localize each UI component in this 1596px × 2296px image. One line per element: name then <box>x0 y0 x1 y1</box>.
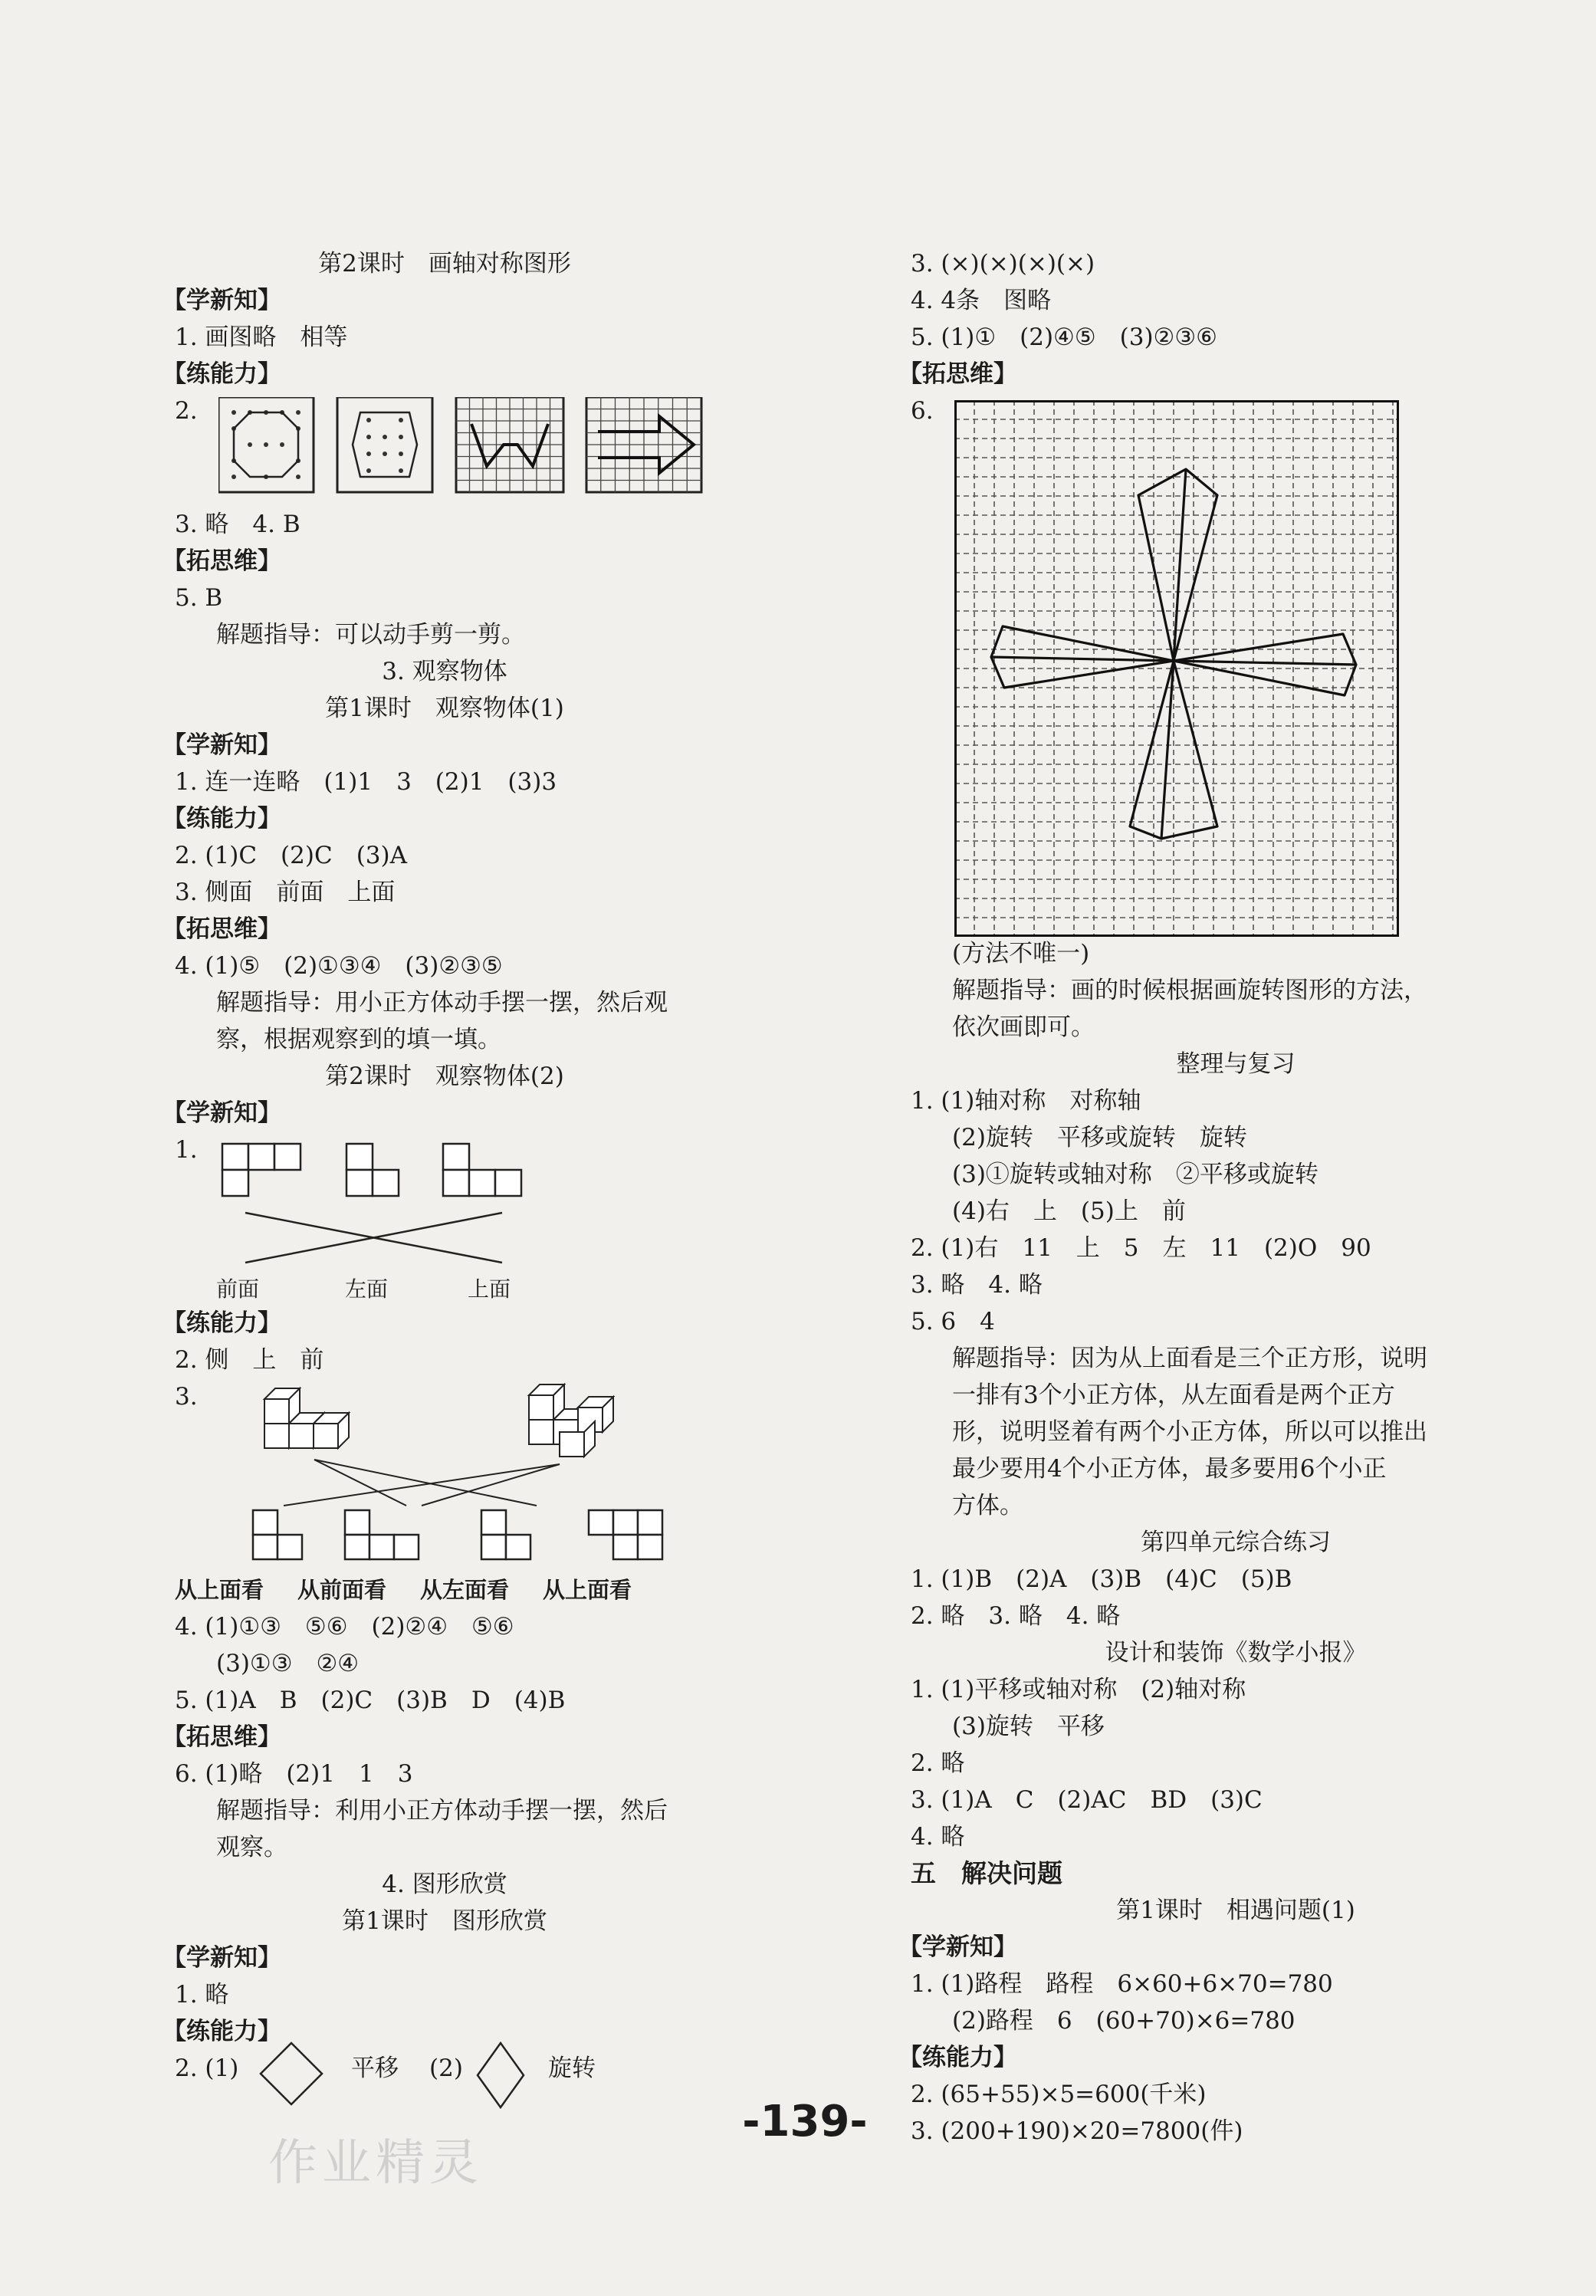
tag-liannengli: 【练能力】 <box>163 1309 281 1337</box>
tag-xuexinzhi: 【学新知】 <box>163 1099 281 1127</box>
tip-line-2: 察，根据观察到的填一填。 <box>216 1026 501 1053</box>
section-title: 第四单元综合练习 <box>1141 1529 1331 1556</box>
answer-2: 2. (1)C (2)C (3)A <box>175 842 407 869</box>
answer-1: 1. 连一连略 (1)1 3 (2)1 (3)3 <box>175 768 557 796</box>
tip-line-3: 形，说明竖着有两个小正方体，所以可以推出 <box>952 1418 1427 1446</box>
tip-line-1: 解题指导：画的时候根据画旋转图形的方法， <box>952 977 1427 1004</box>
tip-line-4: 最少要用4个小正方体，最多要用6个小正 <box>952 1455 1387 1483</box>
review-1-line-1: 1. (1)轴对称 对称轴 <box>911 1087 1141 1115</box>
label-front: 前面 <box>216 1276 260 1302</box>
tip-line-5: 方体。 <box>952 1492 1023 1519</box>
cube-views-figure <box>215 1374 690 1573</box>
answer-4-line-1: 4. (1)①③ ⑤⑥ (2)②④ ⑤⑥ <box>175 1613 514 1641</box>
review-1-line-4: (4)右 上 (5)上 前 <box>952 1197 1186 1225</box>
answer-5: 5. (1)① (2)④⑤ (3)②③⑥ <box>911 324 1217 351</box>
tag-xuexinzhi: 【学新知】 <box>163 731 281 759</box>
design-4: 4. 略 <box>911 1823 965 1851</box>
view-label-3: 从左面看 <box>420 1577 510 1603</box>
answer-5: 5. B <box>175 584 223 612</box>
design-1-line-1: 1. (1)平移或轴对称 (2)轴对称 <box>911 1676 1246 1703</box>
answer-1: 1. 略 <box>175 1981 229 2009</box>
tag-xuexinzhi: 【学新知】 <box>898 1933 1017 1961</box>
answer-2-part-2: (2) <box>429 2055 463 2082</box>
tag-liannengli: 【练能力】 <box>163 805 281 833</box>
tag-tuosiwei: 【拓思维】 <box>163 547 281 575</box>
page-number: -139- <box>742 2097 868 2147</box>
section-title: 第1课时 相遇问题(1) <box>1116 1897 1355 1924</box>
tag-tuosiwei: 【拓思维】 <box>163 1723 281 1751</box>
tag-tuosiwei: 【拓思维】 <box>163 915 281 943</box>
section-title: 设计和装饰《数学小报》 <box>1105 1639 1367 1667</box>
tag-liannengli: 【练能力】 <box>163 360 281 388</box>
answer-3: 3. (200+190)×20=7800(件) <box>911 2117 1243 2145</box>
review-2: 2. (1)右 11 上 5 左 11 (2)O 90 <box>911 1234 1371 1262</box>
view-label-4: 从上面看 <box>543 1577 632 1603</box>
answer-2-part-1: 2. (1) <box>175 2055 239 2082</box>
answer-2-translate: 平移 <box>351 2055 399 2082</box>
view-label-1: 从上面看 <box>175 1577 264 1603</box>
design-3: 3. (1)A C (2)AC BD (3)C <box>911 1786 1263 1814</box>
review-1-line-3: (3)①旋转或轴对称 ②平移或旋转 <box>952 1161 1319 1188</box>
section-title: 第1课时 图形欣赏 <box>342 1907 547 1935</box>
label-left: 左面 <box>345 1276 389 1302</box>
tag-xuexinzhi: 【学新知】 <box>163 1944 281 1972</box>
answer-2-label: 2. <box>175 397 198 425</box>
answer-5: 5. (1)A B (2)C (3)B D (4)B <box>175 1687 566 1714</box>
review-5: 5. 6 4 <box>911 1308 995 1335</box>
tag-liannengli: 【练能力】 <box>898 2044 1017 2071</box>
unit-title: 3. 观察物体 <box>382 658 507 685</box>
unit-title: 五 解决问题 <box>911 1858 1062 1888</box>
design-1-line-2: (3)旋转 平移 <box>952 1713 1105 1740</box>
tag-tuosiwei: 【拓思维】 <box>898 360 1017 388</box>
answer-1-line-1: 1. (1)路程 路程 6×60+6×70=780 <box>911 1970 1333 1998</box>
answer-2: 2. (65+55)×5=600(千米) <box>911 2081 1207 2108</box>
answer-2-rotate: 旋转 <box>548 2055 596 2082</box>
answer-1-label: 1. <box>175 1136 198 1164</box>
unit-title: 4. 图形欣赏 <box>382 1871 507 1898</box>
answer-1-line-2: (2)路程 6 (60+70)×6=780 <box>952 2007 1296 2035</box>
symmetry-figures <box>218 397 709 497</box>
tag-liannengli: 【练能力】 <box>163 2018 281 2045</box>
answer-4: 4. 4条 图略 <box>911 287 1052 314</box>
review-3-4: 3. 略 4. 略 <box>911 1271 1043 1299</box>
view-label-2: 从前面看 <box>297 1577 387 1603</box>
answer-6: 6. (1)略 (2)1 1 3 <box>175 1760 413 1788</box>
rotation-grid-figure <box>954 400 1399 937</box>
answer-3: 3. 侧面 前面 上面 <box>175 879 396 906</box>
tip-line-2: 一排有3个小正方体，从左面看是两个正方 <box>952 1381 1395 1409</box>
tip-line-2: 依次画即可。 <box>952 1013 1095 1041</box>
view-matching-figure <box>215 1136 560 1273</box>
section-title: 第1课时 观察物体(1) <box>325 695 564 722</box>
tip-line-1: 解题指导：利用小正方体动手摆一摆，然后 <box>216 1797 668 1825</box>
answer-6-label: 6. <box>911 397 934 425</box>
design-2: 2. 略 <box>911 1749 965 1777</box>
diamond-figure-1 <box>257 2039 326 2108</box>
answer-2: 2. 侧 上 前 <box>175 1346 324 1374</box>
watermark: 作业精灵 <box>268 2135 483 2192</box>
answer-3: 3. (×)(×)(×)(×) <box>911 250 1095 278</box>
section-title: 整理与复习 <box>1176 1050 1296 1078</box>
tip-line-1: 解题指导：因为从上面看是三个正方形，说明 <box>952 1345 1427 1372</box>
tip-line-2: 观察。 <box>216 1834 287 1861</box>
tip-line-1: 解题指导：用小正方体动手摆一摆，然后观 <box>216 989 668 1017</box>
review-1-line-2: (2)旋转 平移或旋转 旋转 <box>952 1124 1247 1151</box>
section-title: 第2课时 画轴对称图形 <box>318 250 571 278</box>
exercise-1: 1. (1)B (2)A (3)B (4)C (5)B <box>911 1565 1292 1593</box>
method-note: (方法不唯一) <box>952 940 1090 967</box>
tag-xuexinzhi: 【学新知】 <box>163 287 281 314</box>
section-title: 第2课时 观察物体(2) <box>325 1063 564 1090</box>
answer-3-label: 3. <box>175 1383 198 1411</box>
answer-4-line-2: (3)①③ ②④ <box>216 1650 360 1677</box>
tip: 解题指导：可以动手剪一剪。 <box>216 621 525 649</box>
answer-4: 4. (1)⑤ (2)①③④ (3)②③⑤ <box>175 952 503 980</box>
answer-3-4: 3. 略 4. B <box>175 511 300 538</box>
diamond-figure-2 <box>474 2039 527 2112</box>
label-top: 上面 <box>468 1276 511 1302</box>
answer-1: 1. 画图略 相等 <box>175 324 348 351</box>
exercise-2-4: 2. 略 3. 略 4. 略 <box>911 1602 1121 1630</box>
